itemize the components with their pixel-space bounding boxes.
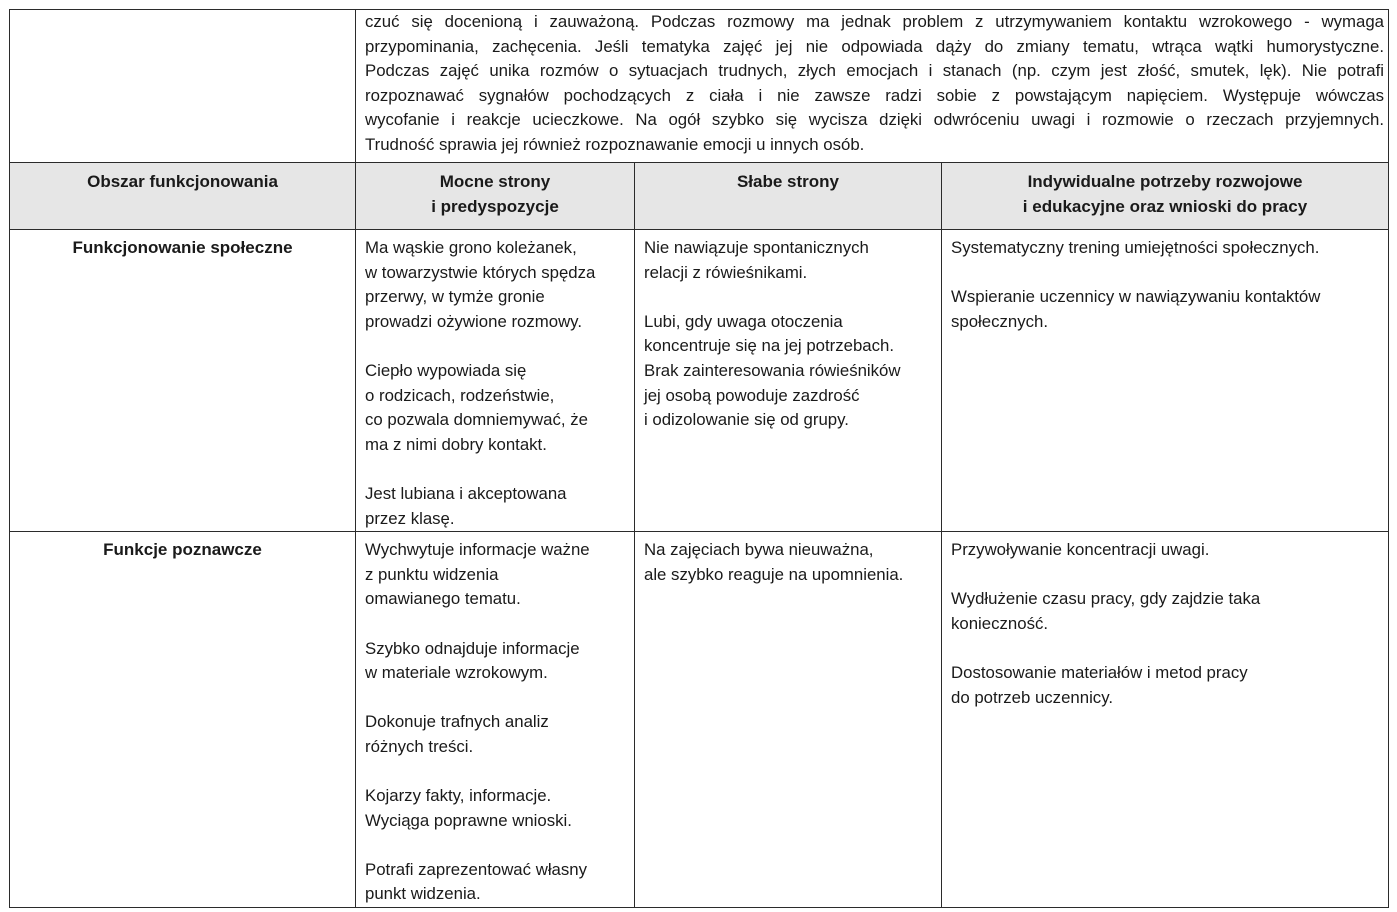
strengths-paragraph [365,236,630,334]
strengths-line: punkt widzenia. [365,884,481,904]
needs-line: do potrzeb uczennicy. [951,687,1114,707]
strengths-line: w materiale wzrokowym. [365,663,548,683]
strengths-cell [356,532,635,908]
intro-line: przypominania, zachęcenia. Jeśli tematyka zajęć jej nie odpowiada dąży do zmiany tematu, wtrąca wątki humorystyczne. [365,36,1384,56]
strengths-line: o rodzicach, rodzeństwie, [365,385,555,405]
table-row [10,532,1389,908]
weaknesses-cell [635,532,942,908]
needs-line: Wspieranie uczennicy w nawiązywaniu kontaktów [951,287,1321,307]
header-strengths [356,163,635,230]
area-label: Funkcje poznawcze [103,540,262,560]
intro-empty-cell [10,10,356,163]
weaknesses-paragraph [644,236,937,285]
strengths-line: przerwy, w tymże gronie [365,287,545,307]
strengths-line: Ciepło wypowiada się [365,360,527,380]
header-needs-line: Indywidualne potrzeby rozwojowe [1027,172,1303,191]
strengths-line: Szybko odnajduje informacje [365,638,580,658]
strengths-line: ma z nimi dobry kontakt. [365,434,547,454]
strengths-line: Jest lubiana i akceptowana [365,483,567,503]
strengths-line: z punktu widzenia [365,564,499,584]
weaknesses-line: Lubi, gdy uwaga otoczenia [644,311,843,331]
intro-line: Trudność sprawia jej również rozpoznawanie emocji u innych osób. [365,134,865,154]
strengths-paragraph [365,359,630,457]
weaknesses-line: ale szybko reaguje na upomnienia. [644,564,904,584]
header-strengths-line: i predyspozycje [431,196,559,216]
intro-row [10,10,1389,163]
intro-line: Podczas zajęć unika rozmów o sytuacjach trudnych, złych emocjach i stanach (np. czym jest złość, smutek, lęk). Nie potrafi [365,61,1384,81]
area-cell [10,532,356,908]
intro-line: wycofanie i reakcje ucieczkowe. Na ogół szybko się wycisza dzięki odwróceniu uwagi i rozmowie o rzeczach przyjemnych. [365,110,1384,130]
area-cell [10,230,356,532]
strengths-line: przez klasę. [365,508,455,528]
strengths-paragraph [365,858,630,907]
weaknesses-paragraph [644,538,937,587]
header-needs [942,163,1389,230]
table-row [10,230,1389,532]
needs-paragraph [951,538,1384,563]
area-label: Funkcjonowanie społeczne [72,238,293,257]
needs-paragraph [951,236,1384,261]
strengths-line: Ma wąskie grono koleżanek, [365,238,577,257]
header-area-label: Obszar funkcjonowania [87,172,278,191]
strengths-line: Wyciąga poprawne wnioski. [365,810,572,830]
weaknesses-line: koncentruje się na jej potrzebach. [644,336,895,356]
strengths-paragraph [365,538,630,612]
weaknesses-line: i odizolowanie się od grupy. [644,410,849,430]
needs-cell [942,532,1389,908]
assessment-table [9,9,1389,908]
strengths-line: Dokonuje trafnych analiz [365,712,549,732]
intro-line: czuć się docenioną i zauważoną. Podczas rozmowy ma jednak problem z utrzymywaniem kontaktu wzrokowego - wymaga [365,12,1384,31]
strengths-line: Potrafi zaprezentować własny [365,859,587,879]
needs-paragraph [951,587,1384,636]
weaknesses-line: jej osobą powoduje zazdrość [644,385,860,405]
strengths-paragraph [365,710,630,759]
weaknesses-line: relacji z rówieśnikami. [644,262,808,282]
intro-text-cell [356,10,1389,163]
header-area [10,163,356,230]
header-weaknesses [635,163,942,230]
strengths-line: prowadzi ożywione rozmowy. [365,311,582,331]
intro-line: rozpoznawać sygnałów pochodzących z ciała i nie zawsze radzi sobie z powstającym napięciem. Występuje wówczas [365,85,1384,105]
intro-paragraph [356,10,1388,158]
needs-paragraph [951,285,1384,334]
needs-line: społecznych. [951,311,1049,331]
needs-cell [942,230,1389,532]
strengths-paragraph [365,482,630,531]
strengths-paragraph [365,784,630,833]
needs-paragraph [951,661,1384,710]
strengths-line: Kojarzy fakty, informacje. [365,786,552,806]
strengths-cell [356,230,635,532]
header-needs-line: i edukacyjne oraz wnioski do pracy [1022,196,1308,216]
strengths-line: co pozwala domniemywać, że [365,410,588,430]
strengths-line: w towarzystwie których spędza [365,262,596,282]
strengths-paragraph [365,637,630,686]
weaknesses-line: Na zajęciach bywa nieuważna, [644,540,874,560]
weaknesses-paragraph [644,310,937,433]
strengths-line: różnych treści. [365,736,474,756]
strengths-line: Wychwytuje informacje ważne [365,540,590,560]
weaknesses-line: Brak zainteresowania rówieśników [644,360,901,380]
weaknesses-line: Nie nawiązuje spontanicznych [644,238,869,257]
header-weaknesses-label: Słabe strony [736,172,840,191]
needs-line: Systematyczny trening umiejętności społecznych. [951,238,1320,257]
header-strengths-line: Mocne strony [439,172,551,191]
weaknesses-cell [635,230,942,532]
needs-line: Przywoływanie koncentracji uwagi. [951,540,1210,560]
strengths-line: omawianego tematu. [365,589,521,609]
header-row [10,163,1389,230]
needs-line: konieczność. [951,613,1049,633]
needs-line: Dostosowanie materiałów i metod pracy [951,663,1248,683]
needs-line: Wydłużenie czasu pracy, gdy zajdzie taka [951,589,1261,609]
